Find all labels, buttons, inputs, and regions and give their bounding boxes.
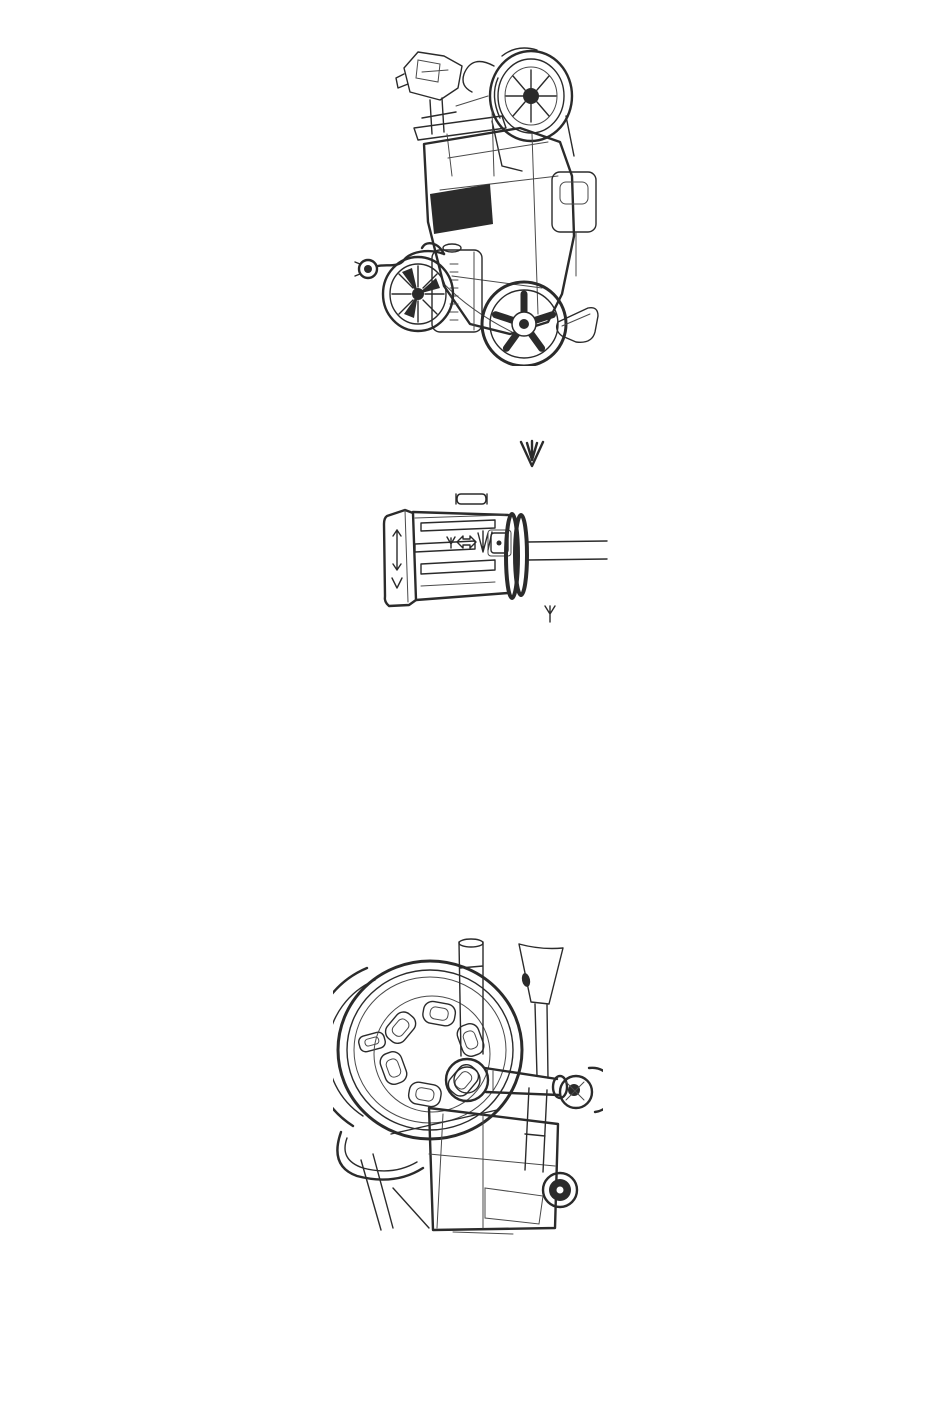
- rear-foot: [557, 308, 598, 343]
- figure-hose-reel-detail: [333, 938, 603, 1238]
- nozzle-sleeve: [384, 510, 527, 606]
- crank-handle: [446, 1059, 603, 1112]
- pressure-washer-drawing: [352, 26, 602, 366]
- hose: [337, 1132, 423, 1180]
- figure-pressure-washer: [352, 26, 602, 366]
- side-knob: [543, 1173, 577, 1207]
- front-wheel: [383, 257, 453, 331]
- twist-double-arrow-icon: [456, 494, 487, 504]
- lance: [527, 541, 607, 560]
- vertical-double-arrow-marking: [392, 530, 402, 588]
- fan-spray-icon: [521, 441, 543, 466]
- pencil-jet-icon: [545, 606, 555, 622]
- nozzle-drawing: [375, 430, 615, 630]
- rear-wheel: [482, 282, 566, 366]
- vent-window: [430, 184, 493, 234]
- machine-body: [337, 1088, 577, 1234]
- figure-nozzle-adjustment: [375, 430, 615, 630]
- hose-reel-drawing: [333, 938, 603, 1238]
- plug: [355, 260, 377, 278]
- reel-spoke-cutouts: [378, 1000, 487, 1108]
- fan-spray-marking: [478, 531, 492, 552]
- gun-holster: [396, 52, 462, 134]
